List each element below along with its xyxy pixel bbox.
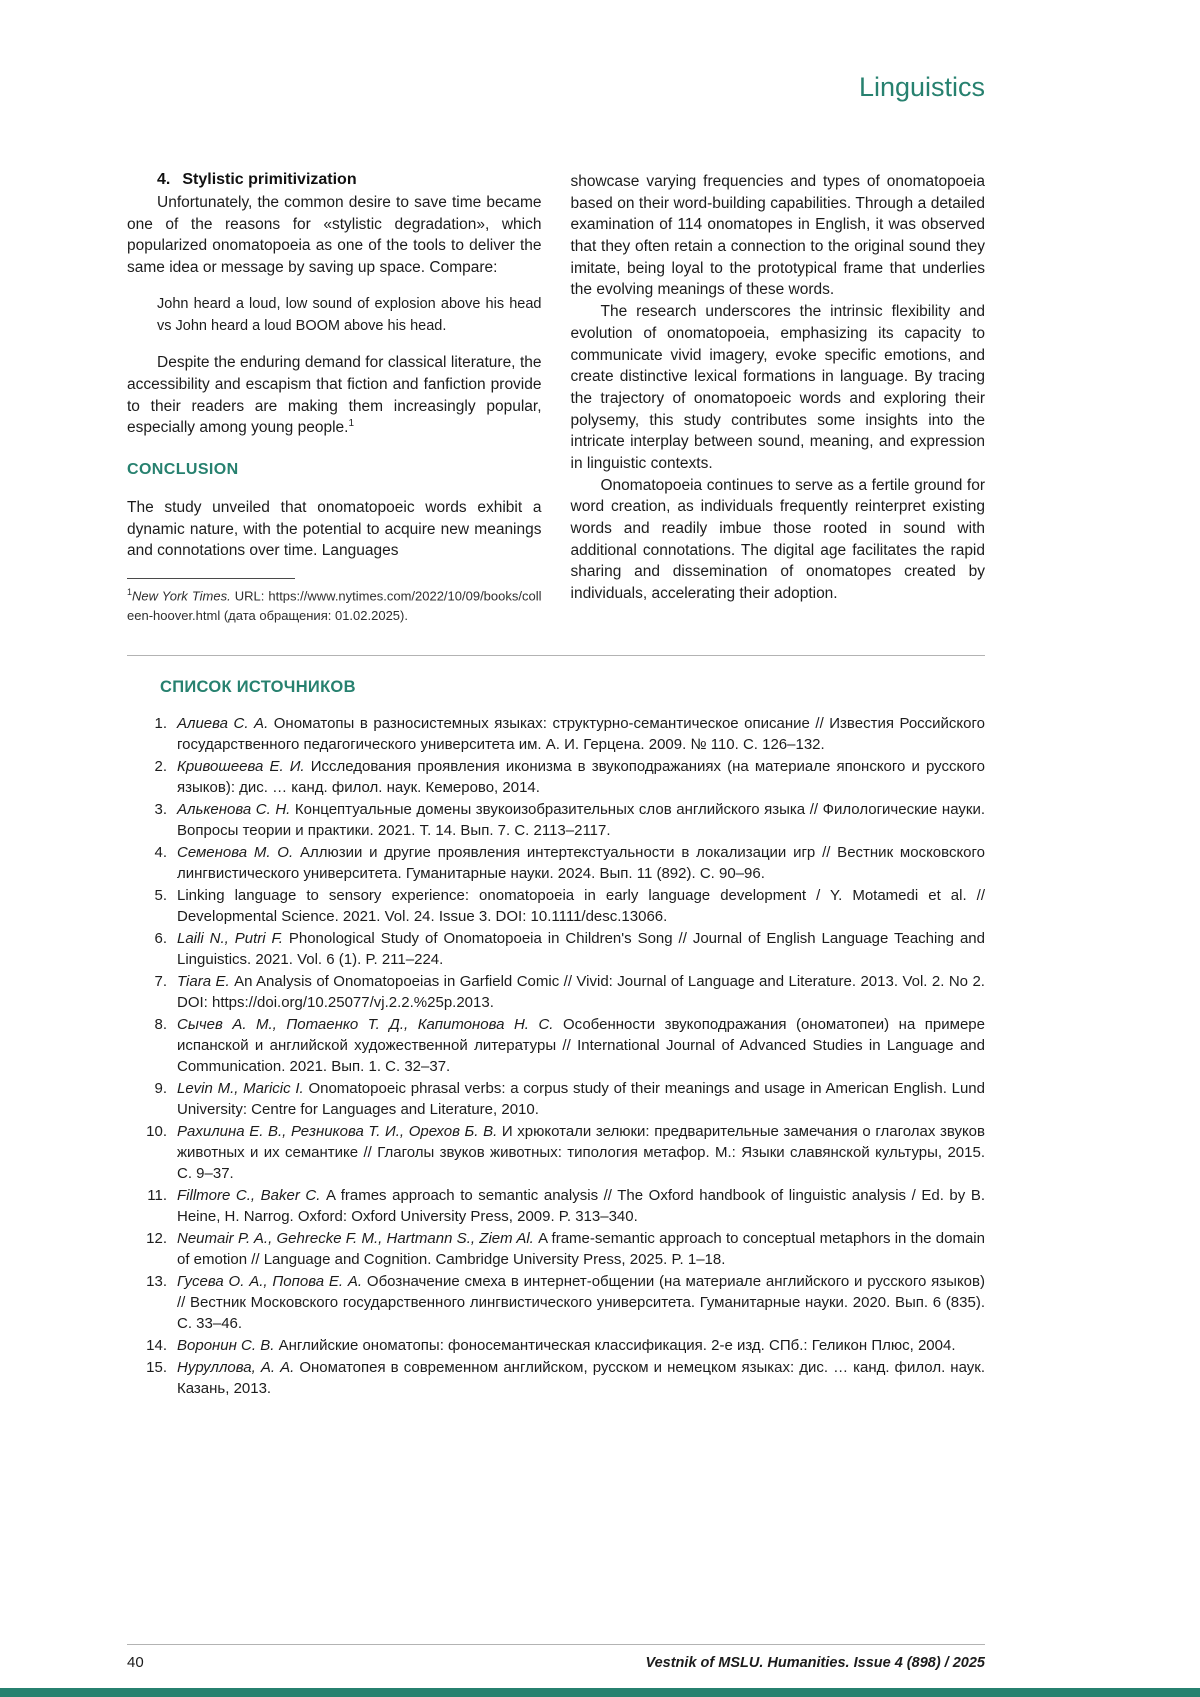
reference-body	[177, 885, 985, 927]
journal-title-footer: Vestnik of MSLU. Humanities. Issue 4 (898) / 2025	[645, 1655, 985, 1671]
paragraph-showcase: showcase varying frequencies and types of onomatopoeia based on their word-building capabilities. Through a detailed examination of 114 onomatopes in English, it was observed that they often retain a connection to the original sound they imitate, being loyal to the prototypical frame that underlies the evolving meanings of these words.	[570, 173, 985, 299]
reference-item	[127, 842, 985, 884]
reference-authors: Воронин С. В.	[177, 1337, 279, 1355]
reference-item	[127, 1121, 985, 1184]
paragraph-research: The research underscores the intrinsic flexibility and evolution of onomatopoeia, emphasizing its capacity to communicate vivid imagery, evoke specific emotions, and create distinctive lexical formations in language. By tracing the trajectory of onomatopoeic words and exploring their polysemy, this study contributes some insights into the intricate interplay between sound, meaning, and expression in linguistic contexts.	[570, 303, 985, 472]
footnote-reference: 1	[348, 418, 355, 430]
footnote-rule	[127, 578, 295, 579]
reference-body	[177, 1357, 985, 1399]
reference-body	[177, 1121, 985, 1184]
section-heading	[127, 171, 542, 189]
reference-number: 5.	[154, 887, 167, 905]
reference-text: A frame-semantic approach to conceptual metaphors in the domain of emotion // Language and Cognition. Cambridge University Press, 2025. P. 1–18.	[177, 1230, 985, 1269]
reference-number: 6.	[154, 930, 167, 948]
reference-authors: Нуруллова, А. А.	[177, 1359, 300, 1377]
reference-authors: Кривошеева Е. И.	[177, 758, 311, 776]
reference-authors: Рахилина Е. В., Резникова Т. И., Орехов Б. В.	[177, 1123, 502, 1141]
paragraph-despite	[127, 352, 542, 439]
reference-body	[177, 971, 985, 1013]
footnote-text: URL: https://www.nytimes.com/2022/10/09/books/colleen-hoover.html (дата обращения: 01.02.2025).	[127, 588, 542, 623]
reference-body	[177, 1185, 985, 1227]
column-right	[571, 171, 986, 625]
reference-text: Аллюзии и другие проявления интертекстуальности в локализации игр // Вестник московского лингвистического университета. Гуманитарные науки. 2024. Вып. 11 (892). С. 90–96.	[177, 844, 985, 883]
reference-number: 11.	[147, 1187, 167, 1205]
reference-authors: Laili N., Putri F.	[177, 930, 289, 948]
reference-item	[127, 799, 985, 841]
reference-text: Исследования проявления иконизма в звукоподражаниях (на материале японского и русского языков): дис. … канд. филол. наук. Кемерово, 2014.	[177, 758, 986, 797]
reference-authors: Tiara E.	[177, 973, 235, 991]
reference-number: 2.	[154, 758, 167, 776]
reference-body	[177, 1271, 985, 1334]
reference-item	[127, 713, 985, 755]
reference-number: 12.	[146, 1230, 167, 1248]
references-separator	[127, 655, 985, 656]
reference-body	[177, 713, 985, 755]
reference-authors: Гусева О. А., Попова Е. А.	[177, 1273, 367, 1291]
section-title: Stylistic primitivization	[182, 171, 357, 188]
paragraph-despite-text: Despite the enduring demand for classical literature, the accessibility and escapism that fiction and fanfiction provide to their readers are making them increasingly popular, especially among young people.	[127, 354, 542, 437]
reference-body	[177, 928, 985, 970]
reference-text: Phonological Study of Onomatopoeia in Children's Song // Journal of English Language Teaching and Linguistics. 2021. Vol. 6 (1). P. 211–224.	[177, 930, 985, 969]
reference-authors: Fillmore C., Baker C.	[177, 1187, 326, 1205]
reference-number: 10.	[146, 1123, 167, 1141]
reference-item	[127, 1014, 985, 1077]
reference-item	[127, 1335, 985, 1356]
reference-item	[127, 1078, 985, 1120]
footnote-marker: 1	[127, 587, 133, 598]
reference-number: 14.	[146, 1337, 167, 1355]
references-heading: СПИСОК ИСТОЧНИКОВ	[160, 678, 356, 697]
conclusion-heading: CONCLUSION	[127, 461, 239, 478]
reference-number: 1.	[154, 715, 167, 733]
reference-text: Английские ономатопы: фоносемантическая классификация. 2-е изд. СПб.: Геликон Плюс, 2004.	[278, 1337, 956, 1355]
reference-body	[177, 1335, 985, 1356]
reference-item	[127, 885, 985, 927]
reference-authors: Алькенова С. Н.	[177, 801, 295, 819]
reference-body	[177, 1078, 985, 1120]
reference-item	[127, 971, 985, 1013]
reference-item	[127, 1357, 985, 1399]
column-left	[127, 171, 542, 625]
references-list	[127, 713, 985, 1399]
reference-number: 15.	[146, 1359, 167, 1377]
reference-number: 13.	[146, 1273, 167, 1291]
reference-authors: Сычев А. М., Потаенко Т. Д., Капитонова Н. С.	[177, 1016, 563, 1034]
reference-text: И хрюкотали зелюки: предварительные замечания о глаголах звуков животных и их семантике // Глаголы звуков животных: типология метафор. М.: Языки славянской культуры, 2015. С. 9–37.	[177, 1123, 985, 1183]
paragraph-unfortunately: Unfortunately, the common desire to save time became one of the reasons for «stylistic degradation», which popularized onomatopoeia as one of the tools to deliver the same idea or message by saving up space. Compare:	[127, 194, 542, 277]
reference-item	[127, 756, 985, 798]
reference-authors: Neumair P. A., Gehrecke F. M., Hartmann S., Ziem Al.	[177, 1230, 539, 1248]
reference-item	[127, 1271, 985, 1334]
reference-text: Linking language to sensory experience: onomatopoeia in early language development / Y. Motamedi et al. // Developmental Science. 2021. Vol. 24. Issue 3. DOI: 10.1111/desc.13066.	[177, 887, 985, 926]
running-head: Linguistics	[858, 72, 985, 102]
reference-text: Особенности звукоподражания (ономатопеи) на примере испанской и английской художественной литературы // International Journal of Advanced Studies in Language and Communication. 2021. Вып. 1. С. 32–37.	[177, 1016, 985, 1076]
reference-text: Концептуальные домены звукоизобразительных слов английского языка // Филологические науки. Вопросы теории и практики. 2021. Т. 14. Вып. 7. С. 2113–2117.	[177, 801, 986, 840]
reference-item	[127, 928, 985, 970]
page-footer	[127, 1644, 985, 1671]
reference-text: Обозначение смеха в интернет-общении (на материале английского и русского языков) // Вестник Московского государственного лингвистического университета. Гуманитарные науки. 2020. Вып. 6 (835). С. 33–46.	[177, 1273, 985, 1333]
reference-authors: Алиева С. А.	[177, 715, 274, 733]
reference-number: 7.	[154, 973, 167, 991]
reference-number: 3.	[154, 801, 167, 819]
paragraph-fertile: Onomatopoeia continues to serve as a fertile ground for word creation, as individuals frequently reinterpret existing words and readily imbue those rooted in sound with additional connotations. The digital age facilitates the rapid sharing and dissemination of onomatopes created by individuals, accelerating their adoption.	[570, 476, 985, 603]
paragraph-study: The study unveiled that onomatopoeic words exhibit a dynamic nature, with the potential to acquire new meanings and connotations over time. Languages	[127, 499, 542, 560]
reference-text: A frames approach to semantic analysis // The Oxford handbook of linguistic analysis / Ed. by B. Heine, H. Narrog. Oxford: Oxford University Press, 2009. P. 313–340.	[177, 1187, 986, 1226]
reference-number: 8.	[154, 1016, 167, 1034]
reference-text: Ономатопея в современном английском, русском и немецком языках: дис. … канд. филол. наук. Казань, 2013.	[177, 1359, 985, 1398]
reference-body	[177, 842, 985, 884]
reference-body	[177, 799, 985, 841]
section-number: 4.	[157, 171, 171, 188]
references-section	[127, 678, 985, 1399]
page-number: 40	[127, 1654, 144, 1671]
reference-authors: Levin M., Maricic I.	[177, 1080, 309, 1098]
reference-number: 9.	[154, 1080, 167, 1098]
footnote	[127, 586, 542, 625]
reference-body	[177, 1014, 985, 1077]
article-body	[127, 171, 985, 625]
reference-body	[177, 756, 985, 798]
reference-text: Ономатопы в разносистемных языках: структурно-семантическое описание // Известия Российского государственного педагогического университета им. А. И. Герцена. 2009. № 110. С. 126–132.	[177, 715, 985, 754]
reference-item	[127, 1228, 985, 1270]
reference-body	[177, 1228, 985, 1270]
reference-text: Onomatopoeic phrasal verbs: a corpus study of their meanings and usage in American English. Lund University: Centre for Languages and Literature, 2010.	[177, 1080, 985, 1119]
reference-text: An Analysis of Onomatopoeias in Garfield Comic // Vivid: Journal of Language and Literature. 2013. Vol. 2. No 2. DOI: https://doi.org/10.25077/vj.2.2.%25p.2013.	[177, 973, 985, 1012]
example-quote: John heard a loud, low sound of explosion above his head vs John heard a loud BOOM above his head.	[157, 295, 542, 334]
reference-authors: Семенова М. О.	[177, 844, 300, 862]
footnote-source: New York Times.	[132, 588, 231, 604]
reference-number: 4.	[154, 844, 167, 862]
reference-item	[127, 1185, 985, 1227]
bottom-accent-bar	[0, 1688, 1200, 1697]
